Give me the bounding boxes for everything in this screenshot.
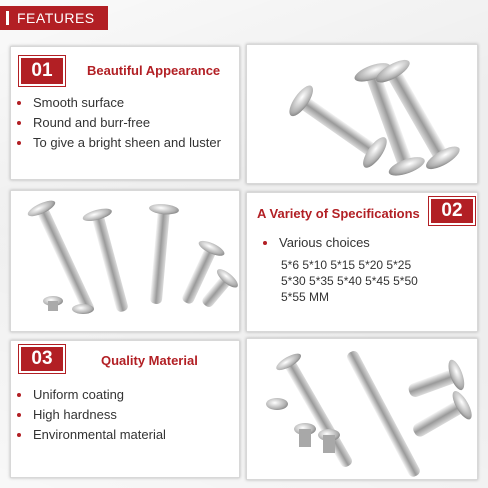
screws-image-3 [247, 339, 478, 480]
section-2-photo [10, 190, 240, 332]
section-2-number: 02 [429, 197, 475, 225]
features-header [0, 6, 108, 30]
list-item: High hardness [15, 405, 166, 425]
list-item: To give a bright sheen and luster [15, 133, 221, 153]
spec-line: 5*6 5*10 5*15 5*20 5*25 [281, 258, 412, 272]
list-item: Round and burr-free [15, 113, 221, 133]
screws-image-2 [11, 191, 240, 332]
section-1-number: 01 [19, 56, 65, 86]
section-3-number: 03 [19, 345, 65, 373]
section-1-bullets [15, 93, 221, 153]
section-1-card [10, 46, 240, 180]
spec-line: 5*55 MM [281, 290, 330, 304]
section-3-card [10, 340, 240, 478]
section-1-photo [246, 44, 478, 184]
list-item: Environmental material [15, 425, 166, 445]
spec-line: 5*30 5*35 5*40 5*45 5*50 [281, 274, 418, 288]
section-2-card [246, 192, 478, 332]
section-3-bullets [15, 385, 166, 445]
section-2-title: A Variety of Specifications [257, 206, 420, 221]
section-2-specs [281, 257, 418, 305]
section-3-title: Quality Material [101, 353, 198, 368]
list-item: Uniform coating [15, 385, 166, 405]
header-bar [6, 11, 9, 25]
section-2-bullets [261, 233, 370, 253]
list-item: Various choices [261, 233, 370, 253]
section-1-title: Beautiful Appearance [87, 63, 221, 78]
screws-image-1 [247, 45, 478, 184]
section-3-photo [246, 338, 478, 480]
header-label: FEATURES [17, 10, 95, 26]
list-item: Smooth surface [15, 93, 221, 113]
